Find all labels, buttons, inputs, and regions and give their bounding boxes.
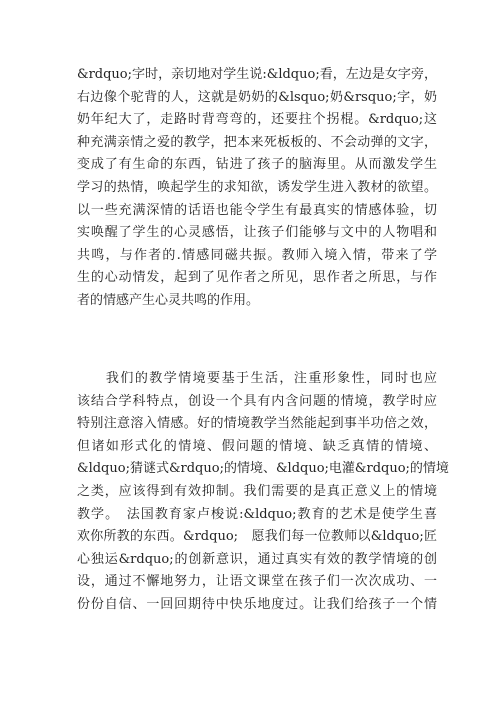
text-line: 我们的教学情境要基于生活，注重形象性，同时也应 (77, 371, 437, 386)
text-line: 心独运&rdquo;的创新意识，通过真实有效的教学情境的创 (77, 551, 437, 567)
text-line: 变成了有生命的东西，钻进了孩子的脑海里。从而激发学生 (77, 157, 437, 173)
paragraph-1 (77, 64, 437, 313)
text-line: 之类，应该得到有效抑制。我们需要的是真正意义上的情境 (77, 483, 437, 499)
text-line: 欢你所教的东西。&rdquo; 愿我们每一位教师以&ldquo;匠 (77, 529, 437, 545)
paragraph-2 (77, 368, 449, 617)
text-line: 右边像个驼背的人，这就是奶奶的&lsquo;奶&rsquo;字，奶 (77, 89, 437, 105)
text-line: 者的情感产生心灵共鸣的作用。 (77, 292, 260, 308)
text-line: &rdquo;字时，亲切地对学生说:&ldquo;看，左边是女字旁， (77, 67, 437, 82)
text-line: 设，通过不懈地努力，让语文课堂在孩子们一次次成功、一 (77, 574, 437, 590)
text-line: 共鸣，与作者的.情感同磁共振。教师入境入情，带来了学 (77, 247, 437, 263)
text-line: 教学。 法国教育家卢梭说:&ldquo;教育的艺术是使学生喜 (77, 506, 437, 522)
text-line: 份份自信、一回回期待中快乐地度过。让我们给孩子一个情 (77, 596, 437, 612)
text-line: 奶年纪大了，走路时背弯弯的，还要拄个拐棍。&rdquo;这 (77, 112, 437, 128)
text-line: 但诸如形式化的情境、假问题的情境、缺乏真情的情境、 (77, 438, 437, 454)
text-line: 实唤醒了学生的心灵感悟，让孩子们能够与文中的人物唱和 (77, 225, 437, 241)
text-line: 种充满亲情之爱的教学，把本来死板板的、不会动弹的文字， (77, 134, 437, 150)
text-line: 特别注意溶入情感。好的情境教学当然能起到事半功倍之效， (77, 416, 437, 432)
text-line: &ldquo;猜谜式&rdquo;的情境、&ldquo;电灌&rdquo;的情境 (77, 461, 449, 477)
text-line: 以一些充满深情的话语也能令学生有最真实的情感体验，切 (77, 202, 437, 218)
text-line: 该结合学科特点，创设一个具有内含问题的情境，教学时应 (77, 393, 437, 409)
text-line: 生的心动情发，起到了见作者之所见，思作者之所思，与作 (77, 270, 437, 286)
text-line: 学习的热情，唤起学生的求知欲，诱发学生进入教材的欲望。 (77, 179, 437, 195)
